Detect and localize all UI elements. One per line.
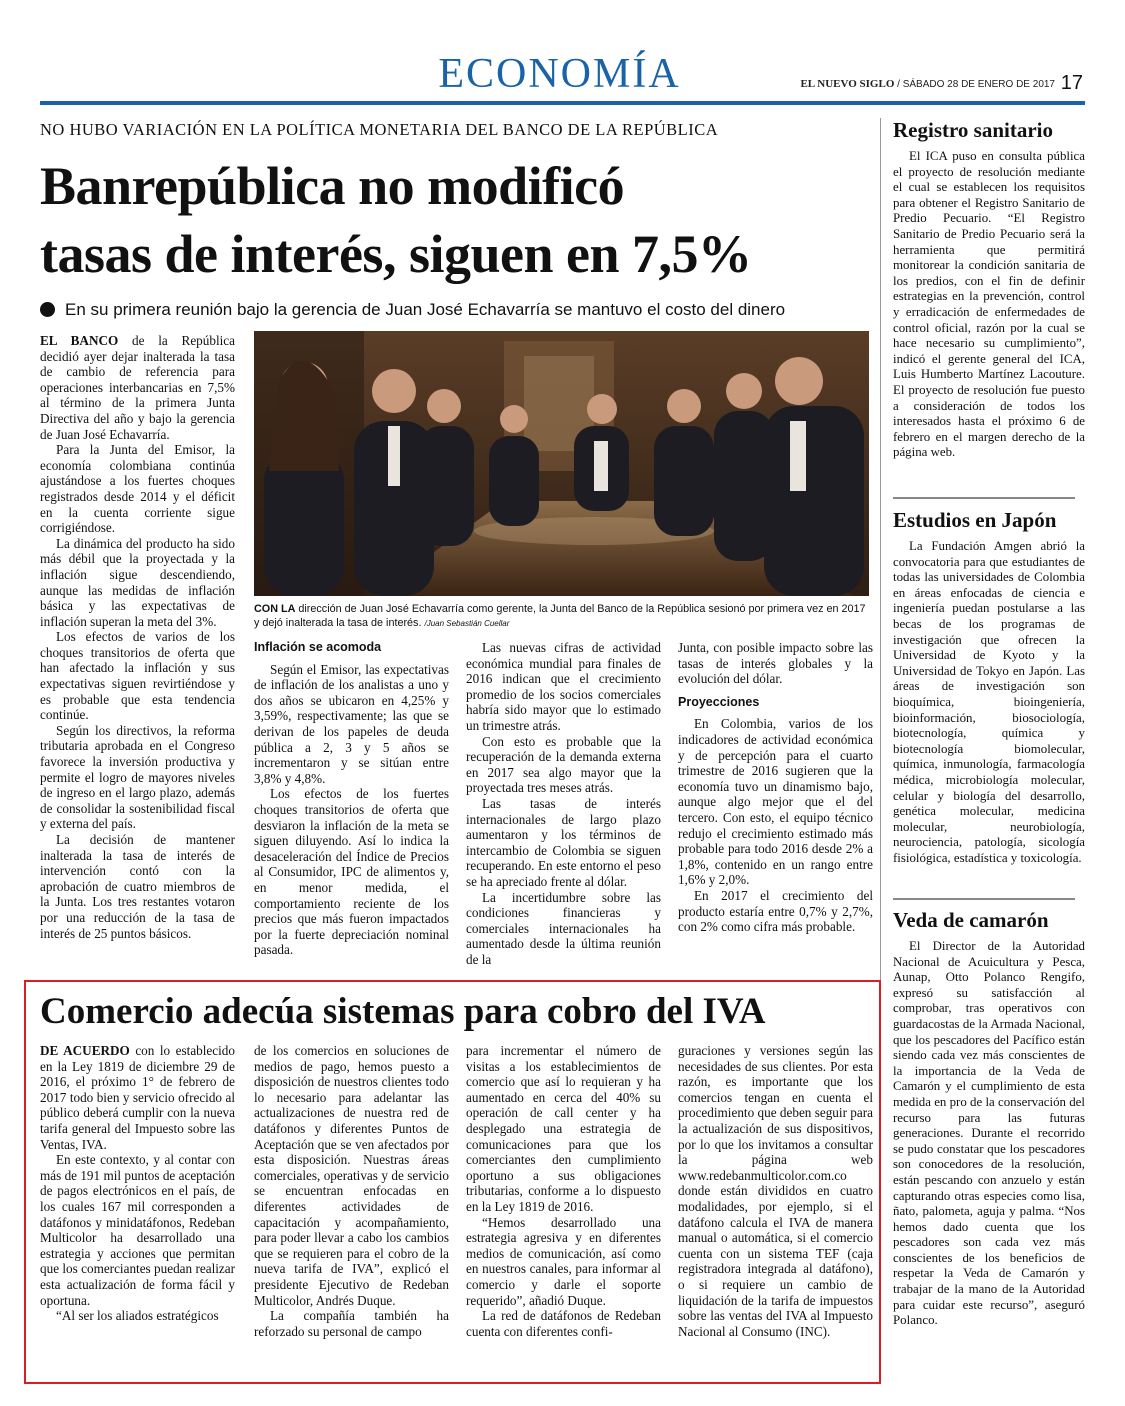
paragraph: para incrementar el número de visitas a los establecimientos de comercio que así lo requieran y ha aumentado en cerca del 40% su operación de call center y ha desplegado una estrategia de comunicaciones para que los comerciantes den cumplimiento oportuno a sus obligaciones tributarias, conforme a lo dispuesto en la Ley 1819 de 2016. <box>466 1043 661 1214</box>
paragraph <box>40 333 235 442</box>
caption-text: dirección de Juan José Echavarría como gerente, la Junta del Banco de la República sesionó por primera vez en 2017 y dejó inalterada la tasa de interés. <box>254 603 866 629</box>
news-photo <box>254 331 869 596</box>
paragraph: La compañía también ha reforzado su personal de campo <box>254 1308 449 1339</box>
section-subheading: Proyecciones <box>678 694 760 709</box>
headline-line-1: Banrepública no modificó <box>40 156 625 216</box>
main-column-2 <box>254 640 449 958</box>
main-column-3 <box>466 640 661 967</box>
paragraph: La Fundación Amgen abrió la convocatoria para que estudiantes de todas las universidades de Colombia en áreas enfocadas de ciencia e ingeniería puedan postularse a las becas de los programas de investigación que ofrecen la Universidad de Kyoto y la Universidad de Tokyo en Japón. Las áreas de investigación son bioquímica, bioingeniería, bioinformación, biosociología, biotecnología, química y biotecnología biomolecular, química, inmunología, farmacología médica, microbiología molecular, celular y biología del desarrollo, genética molecular, medicina molecular, neurobiología, neurociencia, patología, sicología fisiológica, estadística y toxicología. <box>893 539 1085 865</box>
subheadline-text: En su primera reunión bajo la gerencia de Juan José Echavarría se mantuvo el costo del dinero <box>65 300 786 319</box>
sidebar-title: Veda de camarón <box>893 908 1049 932</box>
paragraph: Junta, con posible impacto sobre las tasas de interés globales y la evolución del dólar. <box>678 640 873 687</box>
article-headline <box>40 152 870 288</box>
sidebar-title: Estudios en Japón <box>893 508 1057 532</box>
lead-words: EL BANCO <box>40 333 119 348</box>
page-number: 17 <box>1060 72 1083 94</box>
sidebar-rule <box>893 497 1075 499</box>
newspaper-name: EL NUEVO SIGLO <box>800 78 895 90</box>
paragraph-text: con lo establecido en la Ley 1819 de diciembre 29 de 2016, el próximo 1° de febrero de 2017 todo bien y servicio ofrecido al público deberá cumplir con la nueva tarifa general del Impuesto sobre las Ventas, IVA. <box>40 1043 235 1152</box>
lead-words: DE ACUERDO <box>40 1043 130 1058</box>
paragraph: La incertidumbre sobre las condiciones financieras y comerciales internacionales ha aumentado desde la última reunión de la <box>466 889 661 967</box>
article-kicker: NO HUBO VARIACIÓN EN LA POLÍTICA MONETARIA DEL BANCO DE LA REPÚBLICA <box>40 120 719 139</box>
sidebar-registro <box>893 118 1085 461</box>
section-subheading: Inflación se acomoda <box>254 640 382 654</box>
paragraph: En 2017 el crecimiento del producto estaría entre 0,7% y 2,7%, con 2% como cifra más probable. <box>678 887 873 935</box>
paragraph: El ICA puso en consulta pública el proyecto de resolución mediante el cual se establecen los requisitos para obtener el Registro Sanitario de Predio Pecuario. “El Registro Sanitario de Predio Pecuario será la herramienta que permitirá monitorear la condición sanitaria de los predios, con el fin de definir estrategias en la prevención, control y erradicación de enfermedades de control oficial, razón por la cual se hace necesario su cumplimiento”, indicó el gerente general del ICA, Luis Humberto Martínez Lacouture. El proyecto de resolución fue puesto a consideración de todos los interesados hasta el próximo 6 de febrero en el margen derecho de la página web. <box>893 149 1085 460</box>
second-column-2 <box>254 1043 449 1339</box>
second-column-4 <box>678 1043 873 1339</box>
sidebar-body <box>893 149 1085 461</box>
paragraph: Según el Emisor, las expectativas de inflación de los analistas a uno y dos años se ubicaron en 4,25% y 3,59%, respectivamente; las que se derivan de los papeles de deuda pública a 2, 3 y 5 años se incrementaron y se sitúan entre 3,8% y 4,8%. <box>254 661 449 786</box>
publication-date: / SÁBADO 28 DE ENERO DE 2017 <box>897 79 1055 90</box>
sidebar-rule <box>893 898 1075 900</box>
sidebar-body <box>893 539 1085 866</box>
paragraph: En Colombia, varios de los indicadores de actividad económica y de percepción para el cuarto trimestre de 2016 sugieren que la economía tuvo un dinamismo bajo, aunque algo mejor que el del tercero. Con esto, el equipo técnico redujo el crecimiento estimado más probable para todo 2016 desde 2% a 1,8%, contenido en un rango entre 1,6% y 2,0%. <box>678 716 873 888</box>
paragraph: de los comercios en soluciones de medios de pago, hemos puesto a disposición de nuestros clientes todo lo necesario para adelantar las actualizaciones de nuestra red de datáfonos y diferentes Puntos de Aceptación que se ven afectados por esta disposición. Nuestras áreas comerciales, operativas y de servicio se encuentran enfocadas en diferentes actividades de capacitación y acompañamiento, para poder llevar a cabo los cambios que se requieren para el cobro de la nueva tarifa de IVA”, explicó el presidente Ejecutivo de Redeban Multicolor, Andrés Duque. <box>254 1043 449 1308</box>
main-column-1 <box>40 333 235 941</box>
paragraph <box>40 1043 235 1152</box>
paragraph: Según los directivos, la reforma tributaria aprobada en el Congreso favorece la inversión productiva y permite el logro de mayores niveles de ingreso en el largo plazo, además de consolidar la sostenibilidad fiscal y externa del país. <box>40 722 235 832</box>
paragraph: Los efectos de varios de los choques transitorios de oferta que han afectado la inflación y sus expectativas siguen revirtiéndose y es probable que esta tendencia continúe. <box>40 629 235 723</box>
section-title: ECONOMÍA <box>438 51 681 97</box>
paragraph: La red de datáfonos de Redeban cuenta con diferentes confi- <box>466 1308 661 1339</box>
paragraph: La dinámica del producto ha sido más débil que la proyectada y la inflación sigue descendiendo, aunque las medidas de inflación básica y las expectativas de inflación superan la meta del 3%. <box>40 535 235 629</box>
main-column-4 <box>678 640 873 935</box>
paragraph: Con esto es probable que la recuperación de la demanda externa en 2017 sea algo mayor que la proyectada tres meses atrás. <box>466 733 661 796</box>
paragraph-text: de la República decidió ayer dejar inalterada la tasa de cambio de referencia para operaciones interbancarias en 7,5% al término de la primera Junta Directiva del año y bajo la gerencia de Juan José Echavarría. <box>40 333 235 442</box>
headline-line-2: tasas de interés, siguen en 7,5% <box>40 224 752 284</box>
header-rule <box>40 101 1085 105</box>
bullet-icon <box>40 302 55 317</box>
second-column-3 <box>466 1043 661 1339</box>
sidebar-camaron <box>893 908 1085 1329</box>
publication-info <box>800 78 1055 90</box>
paragraph: Para la Junta del Emisor, la economía colombiana continúa ajustándose a los fuertes choques registrados desde 2014 y el déficit en la cuenta corriente sigue corrigiéndose. <box>40 442 235 536</box>
paragraph: guraciones y versiones según las necesidades de sus clientes. Por esta razón, es importante que los comercios tengan en cuenta el procedimiento que deben seguir para la actualización de sus dispositivos, por lo que los invitamos a consultar la página web www.redebanmulticolor.com.co donde están divididos en cuatro modalidades, por ejemplo, si el datáfono calcula el IVA de manera manual o automática, si el comercio cuenta con un sistema TEF (caja registradora integrada al datáfono), o si requiere un cambio de liquidación de la tarifa de impuestos sobre las ventas del IVA al Impuesto Nacional al Consumo (INC). <box>678 1043 873 1339</box>
sidebar-body <box>893 939 1085 1329</box>
caption-lead: CON LA <box>254 603 296 615</box>
paragraph: La decisión de mantener inalterada la tasa de interés de intervención contó con la aprobación de cuatro miembros de la Junta. Los tres restantes votaron por una reducción de la tasa de interés de 25 puntos básicos. <box>40 832 235 941</box>
paragraph: Las nuevas cifras de actividad económica mundial para finales de 2016 indican que el crecimiento promedio de los socios comerciales habría sido mayor que lo estimado un trimestre atrás. <box>466 640 661 733</box>
photo-caption <box>254 602 869 631</box>
paragraph: “Hemos desarrollado una estrategia agresiva y en diferentes medios de comunicación, así como en nuestros canales, para informar al comercio y darle el soporte requerido”, añadió Duque. <box>466 1214 661 1308</box>
second-article-headline: Comercio adecúa sistemas para cobro del IVA <box>40 991 766 1032</box>
sidebar-title: Registro sanitario <box>893 118 1054 142</box>
article-subheadline <box>40 300 880 320</box>
paragraph: En este contexto, y al contar con más de 191 mil puntos de aceptación de pagos electrónicos en el país, de los cuales 167 mil corresponden a datáfonos y minidatáfonos, Redeban Multicolor ha desarrollado una estrategia y acciones que permitan que los comerciantes puedan realizar esta actualización de forma fácil y oportuna. <box>40 1152 235 1308</box>
paragraph: El Director de la Autoridad Nacional de Acuicultura y Pesca, Aunap, Otto Polanco Rengifo, expresó su satisfacción al comprobar, tras operativos con guardacostas de la Armada Nacional, que los pescadores del Pacífico están siendo cada vez más conscientes de la importancia de la Veda de Camarón y el cumplimiento de esta medida en pro de la conservación del recurso para las futuras generaciones. Durante el recorrido se pudo constatar que los pescadores son conocedores de la resolución, están pescando con anzuelo y están capturando otras especies como lisa, ñato, palometa, aguja y palma. “Nos hemos dado cuenta que los pescadores son cada vez más conscientes de los beneficios de respetar la Veda de Camarón y trabajar de la mano de la Autoridad para cuidar este recurso”, aseguró Polanco. <box>893 939 1085 1328</box>
board-meeting-photo <box>254 331 869 596</box>
sidebar-japon <box>893 508 1085 866</box>
paragraph: Las tasas de interés internacionales de largo plazo aumentaron y los términos de intercambio de Colombia se siguen recuperando. En este entorno el peso se ha apreciado frente al dólar. <box>466 795 661 889</box>
second-column-1 <box>40 1043 235 1324</box>
photo-credit: /Juan Sebastián Cuellar <box>424 619 510 628</box>
paragraph: “Al ser los aliados estratégicos <box>56 1308 219 1324</box>
paragraph: Los efectos de los fuertes choques transitorios de oferta que desviaron la inflación de la meta se siguen diluyendo. Así lo indica la desaceleración del Índice de Precios al Consumidor, IPC de alimentos y, en menor medida, el comportamiento reciente de los precios que más fueron impactados por la fuerte depreciación nominal pasada. <box>254 786 449 958</box>
